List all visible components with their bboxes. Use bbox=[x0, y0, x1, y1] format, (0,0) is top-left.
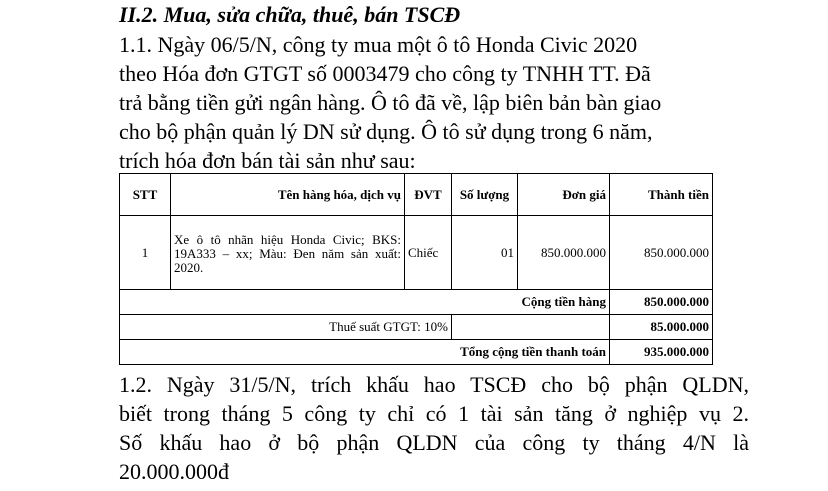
header-unit: ĐVT bbox=[405, 174, 452, 216]
header-item-name: Tên hàng hóa, dịch vụ bbox=[171, 174, 405, 216]
cell-item-name: Xe ô tô nhãn hiệu Honda Civic; BKS: 19A333 – xx; Màu: Đen năm sản xuất: 2020. bbox=[171, 216, 405, 290]
vat-row bbox=[120, 315, 713, 340]
paragraph-line: trả bằng tiền gửi ngân hàng. Ô tô đã về, lập biên bản bàn giao bbox=[119, 90, 662, 115]
paragraph-line: 20.000.000đ bbox=[119, 459, 229, 484]
table-header-row bbox=[120, 174, 713, 216]
cell-quantity: 01 bbox=[452, 216, 518, 290]
cell-unit: Chiếc bbox=[405, 216, 452, 290]
paragraph-line: cho bộ phận quản lý DN sử dụng. Ô tô sử dụng trong 6 năm, bbox=[119, 119, 653, 144]
header-unit-price: Đơn giá bbox=[518, 174, 610, 216]
total-label: Tổng cộng tiền thanh toán bbox=[120, 340, 610, 365]
vat-value: 85.000.000 bbox=[610, 315, 713, 340]
subtotal-value: 850.000.000 bbox=[610, 290, 713, 315]
subtotal-row bbox=[120, 290, 713, 315]
paragraph-1-1 bbox=[119, 30, 749, 175]
subtotal-label: Cộng tiền hàng bbox=[120, 290, 610, 315]
cell-unit-price: 850.000.000 bbox=[518, 216, 610, 290]
cell-stt: 1 bbox=[120, 216, 171, 290]
header-amount: Thành tiền bbox=[610, 174, 713, 216]
table-row bbox=[120, 216, 713, 290]
section-heading: II.2. Mua, sửa chữa, thuê, bán TSCĐ bbox=[119, 2, 461, 27]
paragraph-line: trích hóa đơn bán tài sản như sau: bbox=[119, 148, 416, 173]
vat-label: Thuế suất GTGT: 10% bbox=[120, 315, 452, 340]
invoice-table bbox=[119, 173, 713, 365]
cell-amount: 850.000.000 bbox=[610, 216, 713, 290]
paragraph-line: 1.2. Ngày 31/5/N, trích khấu hao TSCĐ cho bộ phận QLDN, bbox=[119, 372, 749, 397]
header-stt: STT bbox=[120, 174, 171, 216]
total-value: 935.000.000 bbox=[610, 340, 713, 365]
paragraph-line: Số khấu hao ở bộ phận QLDN của công ty tháng 4/N là bbox=[119, 430, 749, 455]
vat-empty-cell bbox=[452, 315, 610, 340]
total-row bbox=[120, 340, 713, 365]
paragraph-line: theo Hóa đơn GTGT số 0003479 cho công ty TNHH TT. Đã bbox=[119, 61, 651, 86]
paragraph-1-2 bbox=[119, 370, 749, 486]
paragraph-line: biết trong tháng 5 công ty chỉ có 1 tài sản tăng ở nghiệp vụ 2. bbox=[119, 401, 749, 426]
header-quantity: Số lượng bbox=[452, 174, 518, 216]
paragraph-line: 1.1. Ngày 06/5/N, công ty mua một ô tô Honda Civic 2020 bbox=[119, 32, 638, 57]
